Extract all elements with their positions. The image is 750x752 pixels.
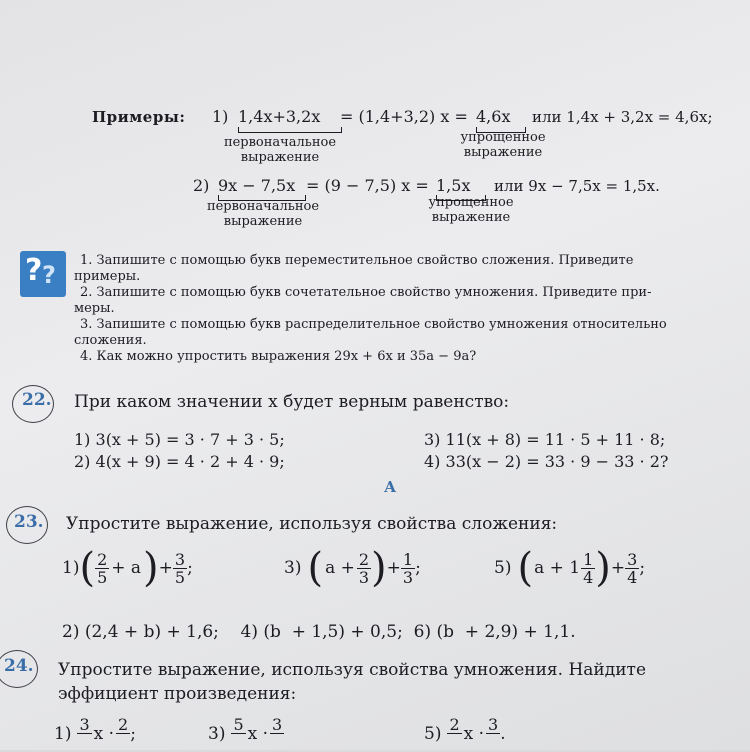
section-label-a: А <box>384 478 397 496</box>
task-23-title: Упростите выражение, используя свойства сложения: <box>66 514 558 534</box>
example-2-caption-original: первоначальное выражение <box>206 199 320 229</box>
question-line: меры. <box>74 301 115 316</box>
example-2-original: 9x − 7,5x <box>218 176 296 195</box>
task-24-number: 24. <box>4 656 34 676</box>
question-line: примеры. <box>74 269 141 284</box>
task-22-item-1: 1) 3(x + 5) = 3 · 7 + 3 · 5; <box>74 430 285 449</box>
question-line: сложения. <box>74 333 147 348</box>
task-22-title: При каком значении x будет верным равенство: <box>74 392 510 412</box>
task-23-item-3: 3) ( a + $\frac{2}{3}$ ) + $\frac{1}{3}$ ; <box>284 545 421 591</box>
example-1-simplified: 4,6x <box>476 107 511 126</box>
example-1-grouped: = (1,4+3,2) x = <box>340 107 468 126</box>
task-23-item-1: 1) ( $\frac{2}{5}$ + a ) + $\frac{3}{5}$ ; <box>62 545 193 591</box>
example-1-original-brace <box>238 127 342 133</box>
example-2-caption-simplified: упрощенное выражение <box>428 195 514 225</box>
task-22-item-4: 4) 33(x − 2) = 33 · 9 − 33 · 2? <box>424 452 669 471</box>
example-1-caption-simplified: упрощенное выражение <box>460 130 546 160</box>
task-22-number: 22. <box>22 390 52 410</box>
task-24-item-5: 5) 2 x · 3 . <box>424 715 506 744</box>
questions-block <box>74 253 748 365</box>
task-23-row-2: 2) (2,4 + b) + 1,6; 4) (b + 1,5) + 0,5; 6) (b + 2,9) + 1,1. <box>62 622 576 642</box>
example-2-alternative: или 9x − 7,5x = 1,5x. <box>494 177 660 195</box>
example-2-grouped: = (9 − 7,5) x = <box>306 176 429 195</box>
task-24-title-continued: эффициент произведения: <box>58 684 297 704</box>
question-line: 3. Запишите с помощью букв распределительное свойство умножения относительно <box>80 317 667 332</box>
task-23-item-5: 5) ( a + 1 $\frac{1}{4}$ ) + $\frac{3}{4}$ ; <box>494 545 646 591</box>
example-1-caption-original: первоначальное выражение <box>223 135 337 165</box>
question-icon: ? ? <box>20 251 66 297</box>
example-2-number: 2) <box>193 176 210 195</box>
task-22-item-3: 3) 11(x + 8) = 11 · 5 + 11 · 8; <box>424 430 666 449</box>
question-line: 1. Запишите с помощью букв переместительное свойство сложения. Приведите <box>80 253 634 268</box>
task-24-title: Упростите выражение, используя свойства умножения. Найдите <box>58 660 647 680</box>
question-line: 4. Как можно упростить выражения 29x + 6x и 35a − 9a? <box>80 349 477 364</box>
task-24-item-3: 3) 5 x · 3 <box>208 715 283 744</box>
task-24-item-1: 1) 3 x · 2 ; <box>54 715 136 744</box>
example-1-alternative: или 1,4x + 3,2x = 4,6x; <box>532 108 713 126</box>
example-1-number: 1) <box>212 107 229 126</box>
task-23-number: 23. <box>14 512 44 532</box>
example-2-simplified: 1,5x <box>436 176 471 195</box>
examples-label: Примеры: <box>92 108 186 126</box>
task-22-item-2: 2) 4(x + 9) = 4 · 2 + 4 · 9; <box>74 452 285 471</box>
question-line: 2. Запишите с помощью букв сочетательное свойство умножения. Приведите при- <box>80 285 652 300</box>
example-1-original: 1,4x+3,2x <box>238 107 321 126</box>
